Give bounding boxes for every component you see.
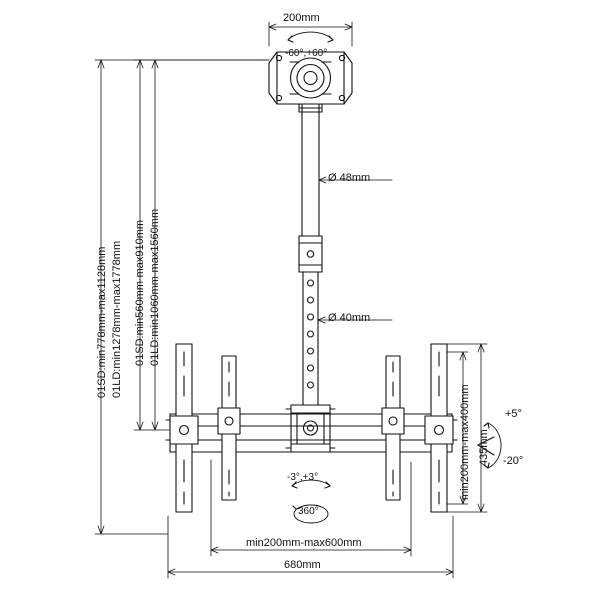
label-bracket-height-range: min200mm-max400mm <box>459 384 471 500</box>
label-bracket-height: 435mm <box>478 429 490 466</box>
right-outer-bracket <box>425 344 457 512</box>
label-top-swivel: -60°,+60° <box>285 48 328 59</box>
label-height-01sd: 01SD:min778mm-max1128mm <box>96 246 108 398</box>
ceiling-plate <box>269 52 352 104</box>
label-height-01sd-mid: 01SD:min560mm-max910mm <box>134 219 146 366</box>
label-tilt-down: -20° <box>503 455 524 467</box>
left-inner-bracket <box>218 356 240 500</box>
label-tilt-range: -3°,+3° <box>287 472 319 483</box>
dim-top-width <box>269 22 352 46</box>
label-height-01ld: 01LD:min1278mm-max1778mm <box>111 240 123 398</box>
upper-pole <box>299 104 322 236</box>
left-outer-bracket <box>166 344 198 512</box>
lower-pole <box>303 272 318 408</box>
label-tilt-up: +5° <box>505 408 522 420</box>
label-top-width: 200mm <box>283 12 320 24</box>
top-swivel-arc <box>288 32 333 42</box>
label-upper-diameter: Ø 48mm <box>328 172 371 184</box>
pole-coupler <box>299 236 322 272</box>
label-rotation: 360° <box>298 506 319 517</box>
center-hub <box>286 405 335 452</box>
label-height-01ld-mid: 01LD:min1060mm-max1560mm <box>149 208 161 366</box>
label-bottom-width: 680mm <box>284 559 321 571</box>
label-bottom-width-range: min200mm-max600mm <box>246 537 362 549</box>
label-lower-diameter: Ø 40mm <box>328 312 371 324</box>
right-inner-bracket <box>382 356 404 500</box>
